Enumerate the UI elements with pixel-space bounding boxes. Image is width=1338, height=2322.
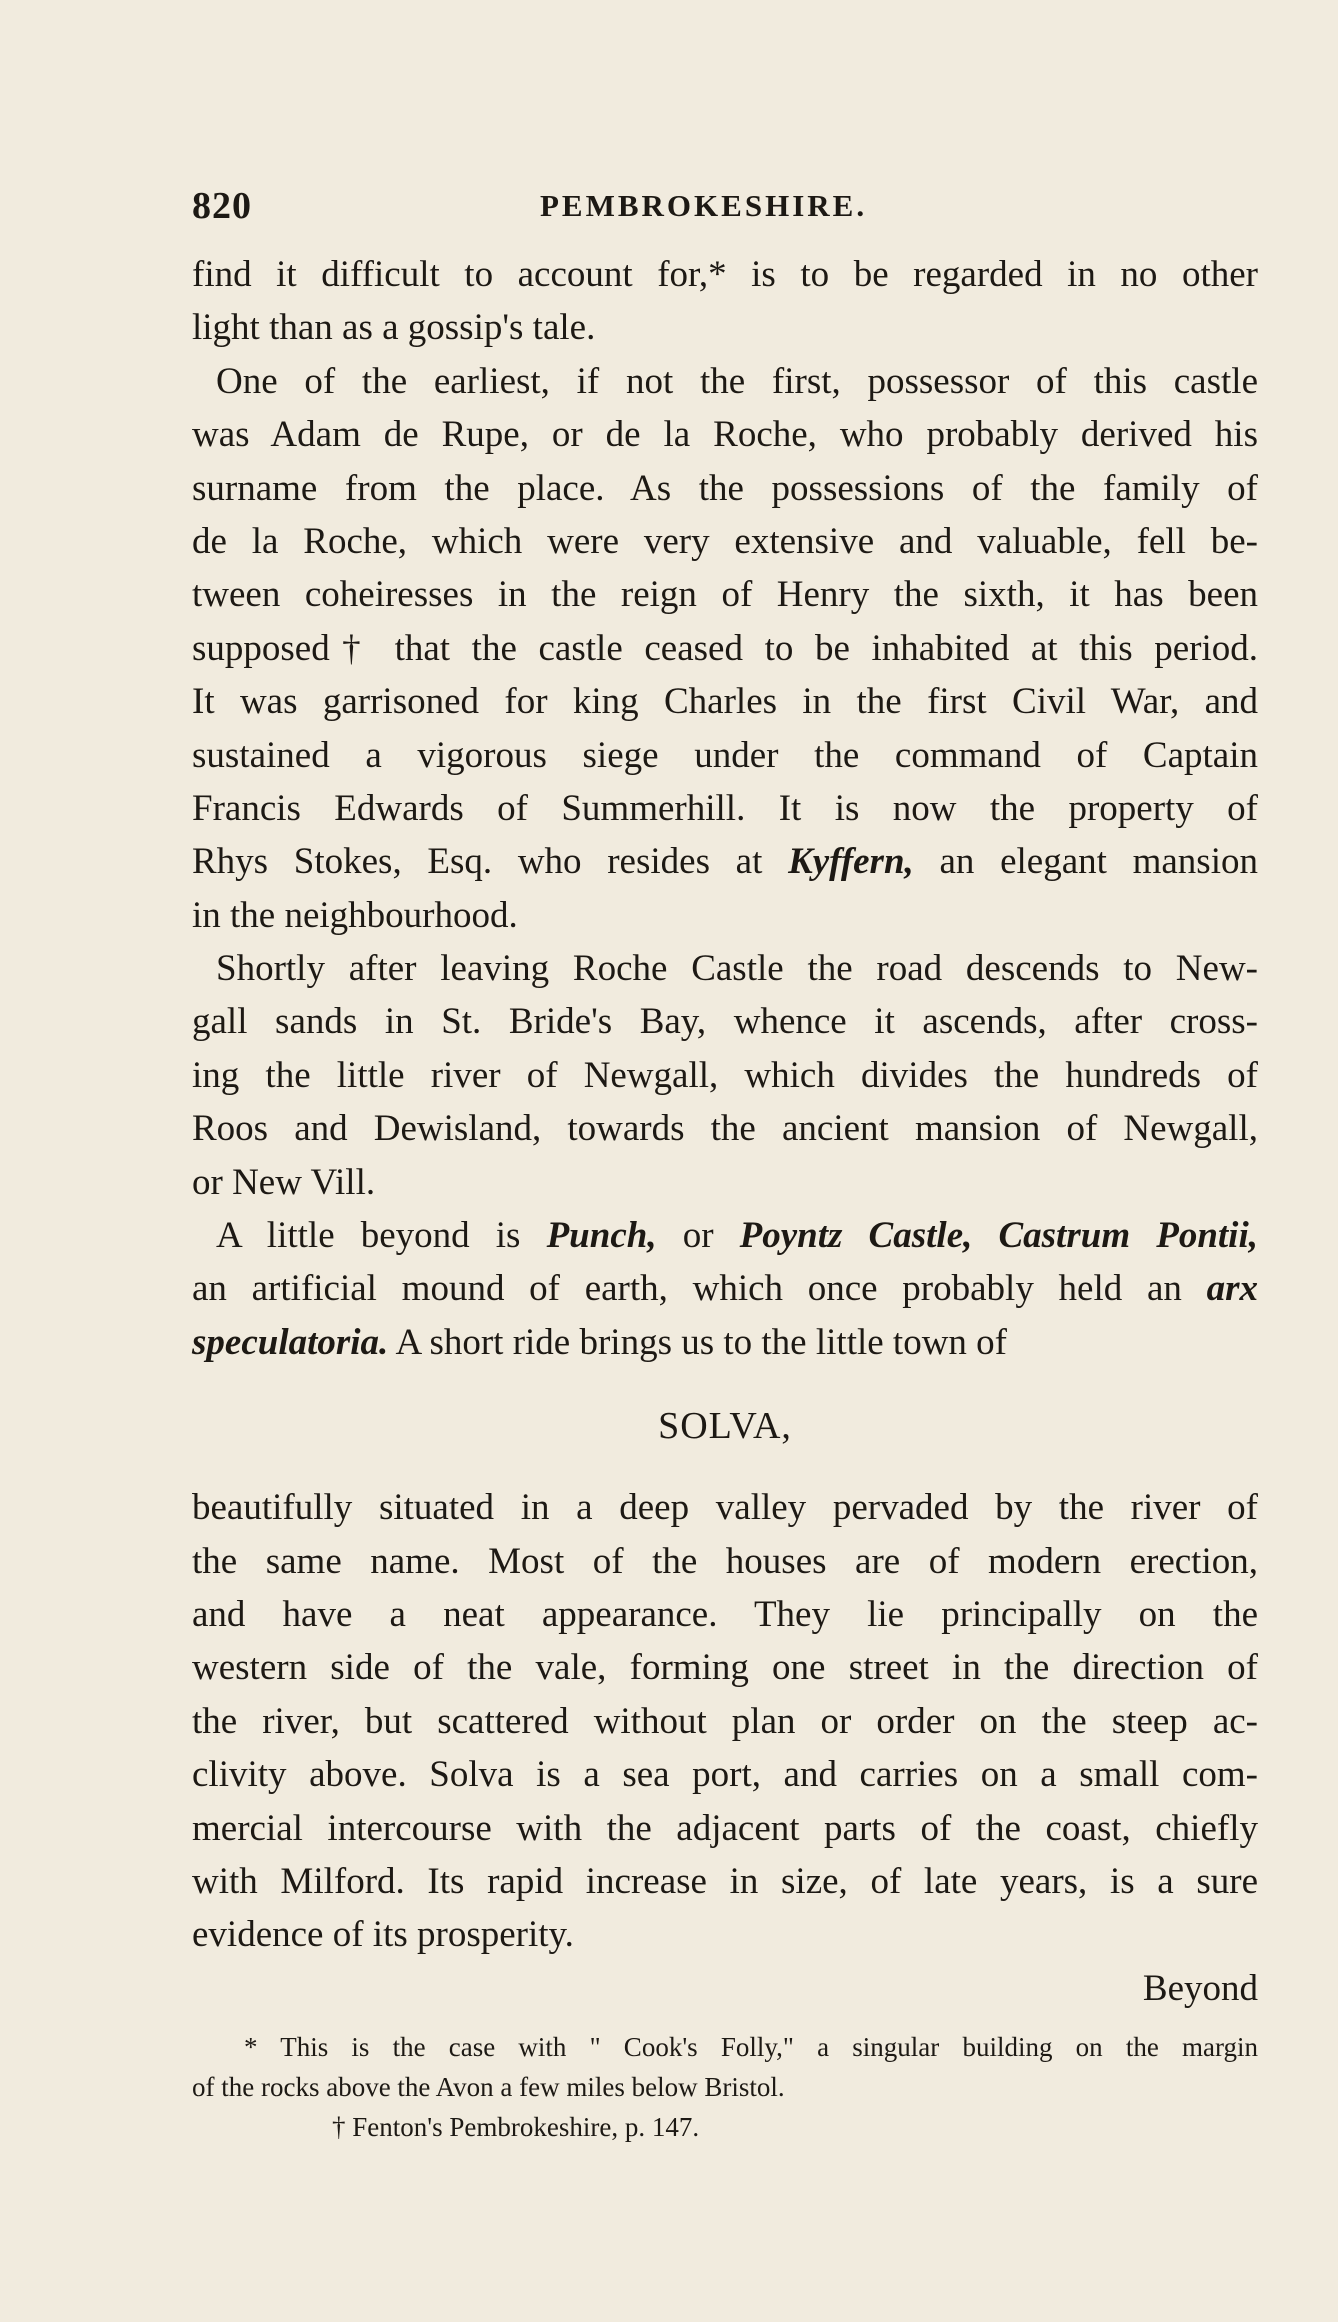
text-line: Francis Edwards of Summerhill. It is now the property of bbox=[192, 787, 1258, 829]
text-line: find it difficult to account for,* is to be regarded in no other bbox=[192, 254, 1258, 295]
paragraph-4 bbox=[192, 1209, 1258, 1369]
text-line: gall sands in St. Bride's Bay, whence it ascends, after cross- bbox=[192, 1001, 1258, 1043]
text-line: or New Vill. bbox=[192, 1161, 376, 1203]
italic-latin: arx bbox=[1206, 1268, 1258, 1310]
text-line: Roos and Dewisland, towards the ancient mansion of Newgall, bbox=[192, 1108, 1258, 1150]
text-line bbox=[192, 1316, 1258, 1369]
text-line: the river, but scattered without plan or order on the steep ac- bbox=[192, 1700, 1258, 1742]
text-line: mercial intercourse with the adjacent parts of the coast, chiefly bbox=[192, 1807, 1258, 1849]
text-line bbox=[192, 1262, 1258, 1315]
italic-name: Poyntz Castle, Castrum Pontii, bbox=[739, 1215, 1258, 1257]
text-line: sustained a vigorous siege under the command of Captain bbox=[192, 734, 1258, 776]
section-heading: SOLVA, bbox=[658, 1405, 792, 1448]
text-line: western side of the vale, forming one street in the direction of bbox=[192, 1647, 1258, 1689]
text-line bbox=[192, 1209, 1258, 1262]
text-line bbox=[192, 835, 1258, 888]
italic-latin: speculatoria. bbox=[192, 1321, 389, 1363]
text-run: A little beyond is bbox=[216, 1215, 547, 1257]
footnote-line: * This is the case with " Cook's Folly," a singular building on the margin bbox=[244, 2032, 1258, 2063]
text-line: surname from the place. As the possessions of the family of bbox=[192, 467, 1258, 509]
text-run: A short ride brings us to the little town of bbox=[388, 1321, 1007, 1363]
text-line: tween coheiresses in the reign of Henry the sixth, it has been bbox=[192, 574, 1258, 616]
paragraph-5 bbox=[192, 1481, 1258, 1962]
text-line: evidence of its prosperity. bbox=[192, 1914, 574, 1956]
paragraph-3 bbox=[192, 942, 1258, 1209]
paragraph-2 bbox=[192, 355, 1258, 942]
running-title: PEMBROKESHIRE. bbox=[540, 188, 868, 223]
text-line: in the neighbourhood. bbox=[192, 894, 518, 936]
text-run: Rhys Stokes, Esq. who resides at bbox=[192, 841, 789, 883]
text-line: Shortly after leaving Roche Castle the road descends to New- bbox=[216, 948, 1258, 990]
footnote-line: of the rocks above the Avon a few miles below Bristol. bbox=[192, 2072, 785, 2103]
text-line: and have a neat appearance. They lie principally on the bbox=[192, 1593, 1258, 1635]
text-line: the same name. Most of the houses are of modern erection, bbox=[192, 1540, 1258, 1582]
italic-place-name: Kyffern, bbox=[788, 841, 914, 883]
text-line: with Milford. Its rapid increase in size, of late years, is a sure bbox=[192, 1860, 1258, 1902]
catchword: Beyond bbox=[1142, 1967, 1258, 2009]
text-line: light than as a gossip's tale. bbox=[192, 307, 596, 349]
paragraph-1 bbox=[192, 248, 1258, 355]
page-number: 820 bbox=[192, 185, 252, 227]
text-run: an elegant mansion bbox=[913, 841, 1258, 883]
page-header bbox=[0, 184, 1338, 234]
body-text bbox=[192, 248, 1258, 2147]
text-line: clivity above. Solva is a sea port, and carries on a small com- bbox=[192, 1754, 1258, 1796]
text-line: It was garrisoned for king Charles in the first Civil War, and bbox=[192, 681, 1258, 723]
text-line: supposed† that the castle ceased to be inhabited at this period. bbox=[192, 627, 1258, 669]
text-line: beautifully situated in a deep valley pervaded by the river of bbox=[192, 1487, 1258, 1529]
text-line: ing the little river of Newgall, which divides the hundreds of bbox=[192, 1054, 1258, 1096]
italic-name: Punch, bbox=[546, 1215, 657, 1257]
footnotes bbox=[192, 2027, 1258, 2147]
text-line: de la Roche, which were very extensive and valuable, fell be- bbox=[192, 520, 1258, 562]
text-line: One of the earliest, if not the first, possessor of this castle bbox=[216, 360, 1258, 402]
text-run: or bbox=[656, 1215, 740, 1257]
text-run: an artificial mound of earth, which once probably held an bbox=[192, 1268, 1207, 1310]
text-line: was Adam de Rupe, or de la Roche, who probably derived his bbox=[192, 414, 1258, 456]
footnote-line: † Fenton's Pembrokeshire, p. 147. bbox=[332, 2112, 700, 2143]
